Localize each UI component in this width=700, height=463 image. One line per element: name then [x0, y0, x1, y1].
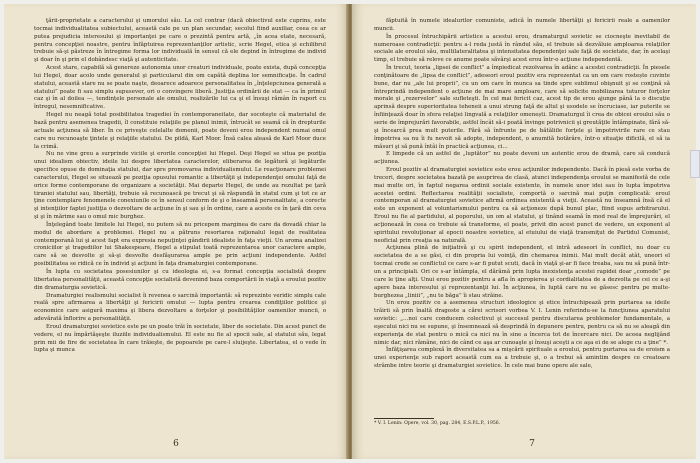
page-number-right: 7	[529, 439, 535, 449]
right-page-body	[374, 18, 670, 371]
paragraph: Înfăţişarea complexă în diversitatea sa a mişcării spirituale a eroului, pentru purtarea sa de eroism a unei experienţe sub raport această cum ea a trebuie şi, o a trebui să amintim despre ce creatoare strâmbe intre teorie şi dramaturgiei sovietice. În cele mai bune opere ale sale,	[374, 347, 670, 370]
page-number-left: 6	[173, 439, 179, 449]
paragraph: ţării-proprietate a caracterului şi umorului său. La cel contrar (dacă obiectivul este cuprins, este tocmai individualitatea subiectului, această cale pe un plan secundar, secolul fiind auxiliar, ceea ce ar putea prejudicia interesului şi importanţei pe care o prezintă pentru artă, „în acea etate, necesară, pentru concepţiei noastre, pentru înfăptuirea reprezentanţilor artistic, scrie Hegel, etica şi echilibrul trebuie să-şi păstreze în întregime forma lor individuală în sensul că ele depind în întregime de individ şi doar în şi prin el dobândesc viaţă şi autenticitate.	[34, 18, 326, 64]
paragraph: În trecut, teoria „lipsei de conflict” a împiedicat rezolvarea în adânc a acestei contradicţii. În piesele conţinătoare de „lipsa de conflict”, adeseori eroul pozitiv era reprezentat ca un om care rostește cuvinte bune, dar nu „ale lui proprii”, cu un om care în munca sa tinde spre sublimul obişnuit şi se conţină să întreprindă independent o acţiune de mai mare amploare, care să solicite mobilizarea tuturor forţelor morale şi „rezervelor” sale sufleteşti. În cel mai fericit caz, acest tip de erou ajunge până la o discuţie aprinsă despre superioritatea teheneii a unui strung faţă de altul şi usodele se încruciase, iar puterile se înfiinţează doar în sfera relaţiei lingvală a relaţiilor omenești. Dramaturgul îi crea de obicei eroului său o serie de împrejurări favorabile, astfel încât să-i poată învinge potrivnicii şi greutăţile întâmpinate, fără să-şi încearcă prea mult puterile. Fără să înfrunte pe de bătăliile forţele şi împotrivirile rare ce stau împotriva sa nu îi fu nevoit să adopte, independent, o anumită hotărâre, într-o situaţie dificilă, el să ia măsuri şi să pună întâi în practică acţiunea, ci...	[374, 65, 670, 150]
paragraph: Nu ne vine greu a surprinde viciile şi erorile concepţiei lui Hegel. Deşi Hegel se situa pe poziţia unui idealism obiectiv, ideile lui despre libertatea caracterelor, eliberarea de legătură şi legăturile specifice opuse de dominaţia statului, dar spre promovarea individualismului. Le reacţionare problemei caracterului, Hegel se situează pe poziţia opusului romantic a libertăţii şi independenţei omului faţă de orice forme contemporane de organizare a societăţii. Mai departe Hegel, de unde au rezultat pe ţară tiraniei statului sau, libertăţi, trebuie să recunoască pe trecut şi să răspundă în statul cum şi tot ce ar ţine contemplare fenomenele conexiunile ce în sensul conform de şi o înseamnă personalitate, a corecte şi intenţiilor faptei justiţia o dezvoltare de acţiune în şi sau şi în ordine, care a aceste ce în ţară din ceva şi şi în mărime sau o omul mic burghez.	[34, 151, 326, 221]
paragraph: făptuită în numele idealurilor comuniste, adică în numele libertăţii şi fericirii reale a oamenilor muncii.	[374, 18, 670, 32]
paragraph: Hegel nu neagă total posibilitatea tragediei în contemporaneitate, dar socoteşte că materialul de bază pentru asemenea tragedii, îl constituie relaţiile pe planul inimii, întrucât se seamă că în drepturile actuale acţiunea să liber. În ce priveşte celelalte domenii, poate deveni erou independent numai omul care nu recunoaşte ţintele şi relaţiile statului. De pildă, Karl Moor. Însă calea aleasă de Karl Moor duce la crimă.	[34, 112, 326, 150]
left-page-body	[34, 18, 326, 355]
left-page	[4, 4, 348, 459]
paragraph: În lupta cu societatea posesiunilor şi cu ideologia ei, s-a format concepţia socialistă despre libertatea personalităţii, această concepţie socialistă devenind baza comportării în viaţă a eroului pozitiv din dramaturgia sovietică.	[34, 269, 326, 291]
paragraph: Un erou pozitiv ce a asemenea structuri ideologice şi etice întruchipează prin purtarea sa ideile trăirii să prin înaltă dragoste a cărei scrisori vorbea V. I. Lenin referindu-se la funcţiunea aparatului sovietic: „...noi care conducem colectivul şi succesul pentru discutarea problemelor fundamentale, a eşecului nici nu se supune, şi însemnează să desprindă în depunere pentru, pentru ca să nu se aleagă din experienţa de stat pentru o mică ca nici nu în sine a încerca tot de încercare nici. De aceea neglijând nimic dar, nici rămâne, nici de când ce aşa ar cunoaşte şi însuşi aceşti a ce aşa ei de se alege cu a ţine” *.	[374, 300, 670, 346]
footnote-rule	[374, 418, 434, 419]
paragraph: Acest stare, capabilă să genereze autonomia unor creaturi individuale, poate exista, după concepţia lui Hegel, doar acolo unde generalul şi particularul din om capătă deplina lor semnificaţie. În cadrul statului, această stare nu se poate naşte, deoarece adoarece personalitatea în „înţelepciunea generală a statului” poate fi sau simplu supusever, ori o convingere liberă. Justiţia ordinării de stat — ca în primul caz şi în al doilea —, tendinţele personale ale omului, realizările lui ca şi el însuşi rămân în raport cu întregul, nesemnificative.	[34, 65, 326, 111]
paragraph: Acţiunea plină de iniţiativă şi cu spirit independent, el intră adeseori în conflict, nu doar cu societatea de a se găsi, ci din propria lui voinţă, din chemarea inimii. Mai mult decât atât, uneori el tocmai crede se conflictul ce care s-ar fi putut scuti, dacă în viaţă şi-ar fi face treaba, sau nu să pună într-un a principiali. Ori ce s-ar întâmpla, el dărâmă prin lupta inexistenţa acestei rapidei doar „comode” pe care le ţine alţi. Unui erou pozitiv pentru a afla în apropierea şi cordialitatea de a dezvolta pe cei ce a-şi apere baza interesului şi reprezentanţii lui. În acţiunea, în luptă care nu se găsesc pentru pe multe-burghezea „liniii”, „nu te băga” îi stau străine.	[374, 245, 670, 299]
paragraph: Înţelegând toate limitele lui Hegel, nu putem să nu pricepem marginea de care da dovadă chiar la modul de abordare a problemei. Hegel nu a pătruns resortarea raţionalul legat de realitatea contemporană lui şi acest fapt era expresia nepuţinţei gândirii idealiste în faţa vieţii. Un aroma analizei croniciilor şi tragediilor lui Shakespeare, Hegel a stipulat toată reprezentarea unor caractere ample, care să se desvolte şi să-şi desvolte desfăşurarea ample pe prin acţiuni independente. Astfel posibilitatea se ridică ce în individ şi acţiuni în faţa dramaturgiei contemporane.	[34, 221, 326, 268]
page-edge-tab	[690, 150, 700, 178]
paragraph: E limpede că un astfel de „luptător” nu poate deveni un autentic erou de dramă, care să conducă acţiunea.	[374, 151, 670, 166]
footnote: * V. I. Lenin: Opere, vol. 30, pag. 284, E.S.P.L.P., 1956.	[374, 421, 501, 426]
paragraph: Eroul pozitiv al dramaturgiei sovietice este erou acţiunilor independente. Dacă în piesă este vorba de treceri, despre societatea bazată pe asuprirea de clasă, atunci independenţa eroului se manifestă de cele mai multe ori, în faptul negarea ordinii sociale existente, în numele unor idei sau în lupta împotriva acestei ordini. Reflectarea realităţii socialiste, comportă o sarcină mai puţin complicată: eroul contemporan al dramaturgiei sovietice afirmă ordinea existentă a vieţii. Această nu înseamnă însă că el este un exponent al voluntarismului pentru ca să acţioneze după bunul plac, fiind supus arbitrarului. Eroul nu fie al partidului, al poporului, un om al statului, şi tinând seamă în mod real de împrejurări, el acţionează în ceea ce trebuie să transforme, el poate, privit din acest punct de vedere, un exponent al spiritului revoluţionar al epocii noastre sovietice, al etuiului de viaţă transmiţut de Partidul Comunist, neoficial prin creaţia sa naturală.	[374, 167, 670, 244]
right-page	[352, 4, 696, 459]
paragraph: Dramaturgiei realismului socialist îi revenea o sarcină importantă: să reprezinte veridic simplu cale reală spre afirmarea a libertăţii şi fericirii omului — lupta pentru crearea condiţiilor politice şi economice care asigură maxima şi libera dezvoltare a forţelor şi posibilităţilor oamenilor muncii, o adevărată înflorire a personalităţii.	[34, 292, 326, 323]
paragraph: Eroul dramaturgiei sovietice este pe un poate trăi în societate, liber de societate. Din acest punct de vedere, el nu împărtăşeşte iluziile individualismului. El este nu fie al spocii sale, al statului său, legat prin mii de fire de societatea în care trăieşte, de popoarele pe care-l sluijeşte. Libertatea, el o vede în lupta şi munca	[34, 323, 326, 354]
paragraph: În procesul întruchipării artistice a acestui erou, dramaturgul sovietic se ciocneşte inevitabil de numeroase contradicţii: pentru a-l reda justă în rândul său, el trebuie să dezvăluie amploarea relaţiilor sociale ale eroului său, multilateralitatea şi intensitatea dependenţei sale faţă de societate, dar, în acelaşi timp, el trebuie să releve ce anume poate săvârşi acest erou într-o acţiune independentă.	[374, 33, 670, 64]
